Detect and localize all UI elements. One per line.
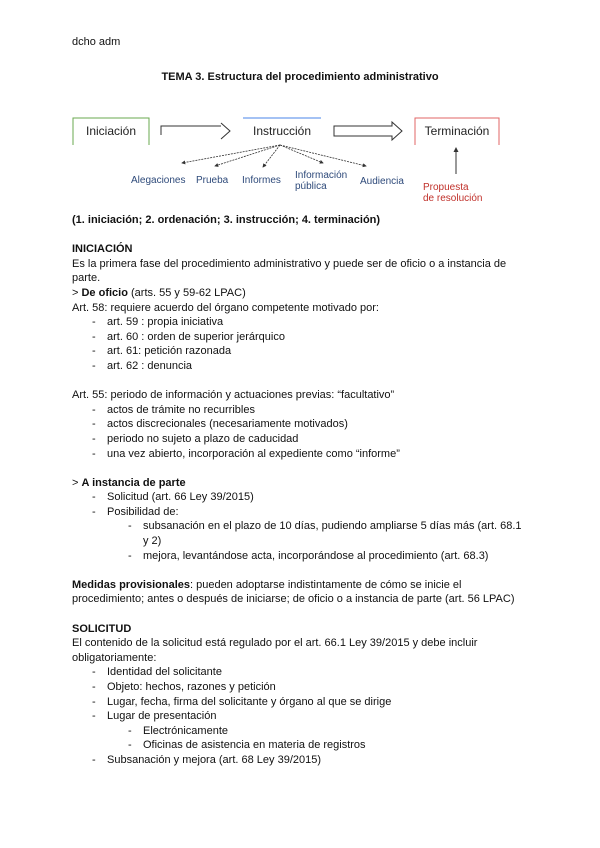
dash-bullet-icon: - [92, 681, 96, 693]
text: mejora, levantándose acta, incorporándose al procedimiento (art. 68.3) [143, 549, 489, 562]
list-item [72, 709, 542, 724]
list-item [72, 417, 542, 432]
text-line [72, 476, 542, 491]
text: actos de trámite no recurribles [107, 403, 255, 416]
text: El contenido de la solicitud está regulado por el art. 66.1 Ley 39/2015 y debe incluir [72, 637, 478, 650]
list-item [72, 519, 542, 534]
document-header: dcho adm [72, 36, 121, 48]
list-item [72, 665, 542, 680]
list-item [72, 753, 542, 768]
label-informes: Informes [242, 175, 281, 186]
text: periodo no sujeto a plazo de caducidad [107, 432, 299, 445]
list-item [72, 359, 542, 374]
text: actos discrecionales (necesariamente motivados) [107, 418, 348, 431]
text-line [72, 636, 542, 651]
text: una vez abierto, incorporación al expediente como “informe” [107, 447, 400, 460]
text-line [72, 301, 542, 316]
text: Art. 58: requiere acuerdo del órgano competente motivado por: [72, 301, 379, 314]
text-line [72, 271, 542, 286]
dash-bullet-icon: - [92, 316, 96, 329]
text: Es la primera fase del procedimiento administrativo y puede ser de oficio o a instancia de [72, 257, 507, 270]
text: art. 60 : orden de superior jerárquico [107, 330, 285, 343]
text: Objeto: hechos, razones y petición [107, 681, 276, 693]
dash-bullet-icon: - [92, 666, 96, 679]
dash-bullet-icon: - [128, 739, 132, 752]
stage-iniciacion: Iniciación [85, 124, 137, 138]
text: obligatoriamente: [72, 651, 157, 664]
text-line [72, 578, 542, 593]
label-informacion: Información [295, 170, 348, 181]
label-publica: pública [295, 181, 327, 192]
text: art. 59 : propia iniciativa [107, 316, 224, 329]
list-item [72, 724, 542, 739]
dash-bullet-icon: - [92, 345, 96, 358]
text-line [72, 388, 542, 403]
dash-bullet-icon: - [128, 724, 132, 737]
dash-bullet-icon: - [92, 403, 96, 416]
list-item [72, 549, 542, 564]
text: > [72, 476, 82, 489]
list-item [72, 432, 542, 447]
text: > [72, 286, 82, 299]
dash-bullet-icon: - [92, 418, 96, 431]
dash-bullet-icon: - [92, 505, 96, 518]
procedure-diagram [0, 0, 600, 215]
text-line [72, 563, 542, 578]
document-title: TEMA 3. Estructura del procedimiento administrativo [161, 71, 439, 83]
list-item [72, 680, 542, 695]
text-line [72, 461, 542, 476]
text: Posibilidad de: [107, 505, 179, 518]
text: Lugar de presentación [107, 710, 217, 723]
text: parte. [72, 272, 101, 285]
list-item [72, 330, 542, 345]
bold-text: INICIACIÓN [72, 243, 133, 256]
text-line [72, 607, 542, 622]
bold-text: (1. iniciación; 2. ordenación; 3. instrucción; 4. terminación) [72, 214, 381, 226]
dash-bullet-icon: - [92, 432, 96, 445]
stage-terminacion: Terminación [424, 124, 490, 138]
branch-arrows [182, 145, 366, 167]
text-line [72, 374, 542, 389]
dash-bullet-icon: - [128, 549, 132, 562]
dash-bullet-icon: - [92, 447, 96, 460]
text: Identidad del solicitante [107, 666, 222, 679]
text: Solicitud (art. 66 Ley 39/2015) [107, 491, 254, 504]
text: Oficinas de asistencia en materia de registros [143, 739, 366, 752]
bold-text: A instancia de parte [81, 476, 186, 489]
text-line [72, 651, 542, 666]
dash-bullet-icon: - [92, 359, 96, 372]
text-line [72, 622, 542, 637]
text-line [72, 228, 542, 243]
dash-bullet-icon: - [92, 710, 96, 723]
text: y 2) [143, 535, 162, 548]
text-line [72, 592, 542, 607]
dash-bullet-icon: - [92, 753, 96, 766]
label-alegaciones: Alegaciones [131, 175, 186, 186]
label-prueba: Prueba [196, 175, 229, 186]
text: art. 61: petición razonada [107, 345, 232, 358]
dash-bullet-icon: - [92, 330, 96, 343]
text-line [72, 286, 542, 301]
dash-bullet-icon: - [92, 695, 96, 708]
label-propuesta: Propuesta [423, 182, 469, 193]
bold-text: Medidas provisionales [72, 578, 190, 591]
thin-arrow [161, 123, 230, 139]
list-item [72, 490, 542, 505]
bold-text: SOLICITUD [72, 622, 132, 635]
text-line [72, 213, 542, 228]
list-item [72, 738, 542, 753]
text: art. 62 : denuncia [107, 359, 193, 372]
stage-instruccion: Instrucción [252, 124, 312, 138]
text: : pueden adoptarse indistintamente de cómo se inicie el [189, 578, 462, 591]
document-body [72, 213, 542, 768]
text: Art. 55: periodo de información y actuaciones previas: “facultativo” [72, 389, 395, 402]
text: procedimiento; antes o después de iniciarse; de oficio o a instancia de parte (art. 56 LPAC) [72, 593, 515, 606]
block-arrow [334, 122, 402, 140]
text-line [72, 257, 542, 272]
list-item [72, 315, 542, 330]
list-item [72, 403, 542, 418]
bold-text: De oficio [81, 286, 128, 299]
dash-bullet-icon: - [92, 491, 96, 504]
list-item [72, 505, 542, 520]
list-item [72, 695, 542, 710]
label-de-resolucion: de resolución [423, 193, 483, 204]
text: Lugar, fecha, firma del solicitante y órgano al que se dirige [107, 695, 392, 708]
text: Subsanación y mejora (art. 68 Ley 39/2015) [107, 753, 322, 766]
text: (arts. 55 y 59-62 LPAC) [127, 286, 246, 299]
label-audiencia: Audiencia [360, 176, 404, 187]
dash-bullet-icon: - [128, 520, 132, 533]
text-line [72, 242, 542, 257]
list-item [72, 447, 542, 462]
text: subsanación en el plazo de 10 días, pudiendo ampliarse 5 días más (art. 68.1 [143, 520, 522, 533]
list-item [72, 534, 542, 549]
text: Electrónicamente [143, 724, 228, 737]
list-item [72, 344, 542, 359]
